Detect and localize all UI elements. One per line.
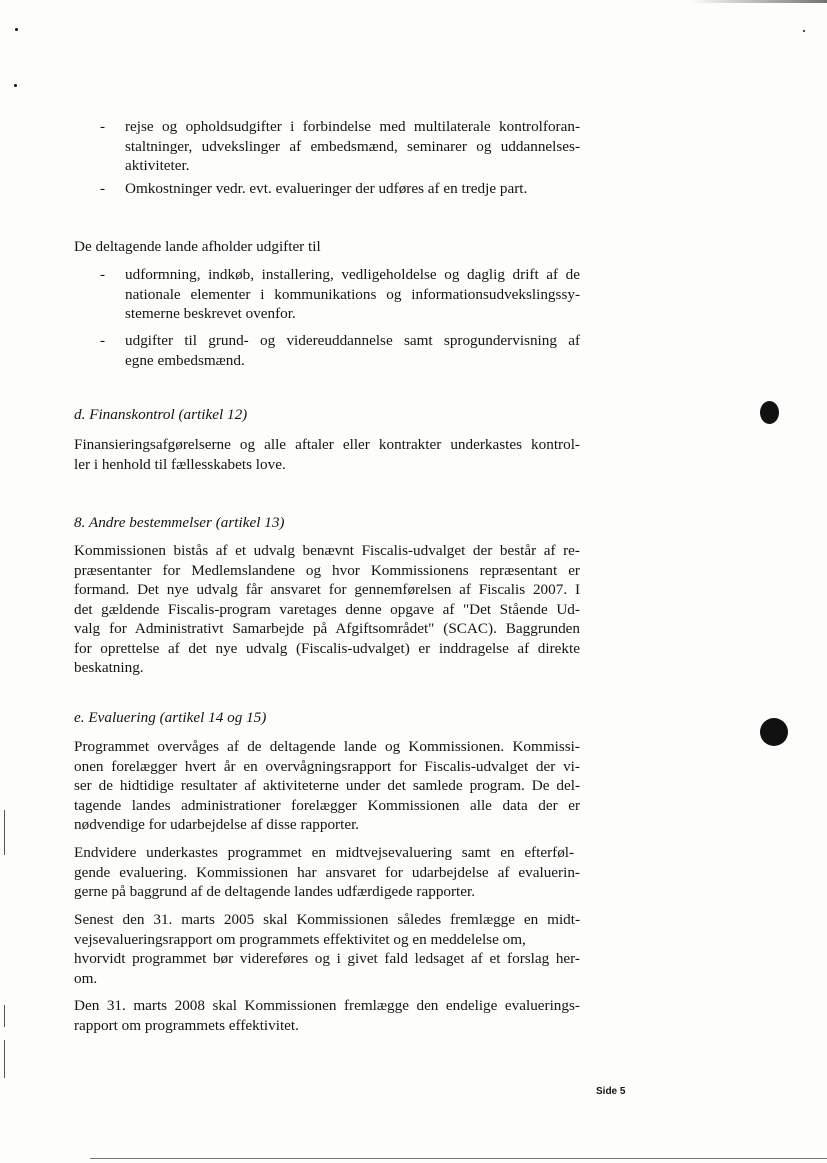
paragraph-line: Programmet overvåges af de deltagende lande og Kommissionen. Kommissi-: [74, 738, 580, 755]
intro-text: De deltagende lande afholder udgifter til: [74, 238, 321, 255]
scan-edge-left: [4, 1005, 5, 1027]
paragraph-line: Senest den 31. marts 2005 skal Kommissionen således fremlægge en midt-: [74, 911, 581, 928]
paragraph-line: det gældende Fiscalis-program varetages denne opgave af "Det Stående Ud-: [74, 600, 580, 618]
paragraph-line: valg for Administrativt Samarbejde på Afgiftsområdet" (SCAC). Baggrunden: [74, 620, 581, 637]
punch-hole-mark: [760, 401, 779, 424]
paragraph-line: nødvendige for udarbejdelse af disse rapporter.: [74, 816, 360, 833]
paragraph-line: formand. Det nye udvalg får ansvaret for gennemførelsen af Fiscalis 2007. I: [74, 581, 581, 598]
paragraph-line: for oprettelse af det nye udvalg (Fiscalis-udvalget) er inddragelse af direkte: [74, 639, 580, 657]
bullet-line: nationale elementer i kommunikations og informationsudvekslingssy-: [125, 285, 581, 303]
paragraph-line: om.: [74, 969, 98, 987]
section-heading: e. Evaluering (artikel 14 og 15): [74, 709, 267, 726]
bullet-line: egne embedsmænd.: [125, 351, 245, 369]
scan-edge-left: [4, 1040, 5, 1078]
paragraph-line: Kommissionen bistås af et udvalg benævnt Fiscalis-udvalget der består af re-: [74, 542, 580, 559]
paragraph-line: Den 31. marts 2008 skal Kommissionen fremlægge den endelige evaluerings-: [74, 997, 580, 1014]
paragraph-line: gende evaluering. Kommissionen har ansvaret for udarbejdelse af evaluerin-: [74, 863, 580, 881]
paragraph-line: Endvidere underkastes programmet en midtvejsevaluering samt en efterføl-: [74, 844, 575, 861]
paragraph-line: beskatning.: [74, 659, 144, 676]
paragraph-line: rapport om programmets effektivitet.: [74, 1016, 299, 1034]
paragraph-line: ler i henhold til fællesskabets love.: [74, 455, 286, 473]
scan-edge-top: [690, 0, 827, 3]
bullet-dash: -: [100, 180, 106, 197]
page-number: Side 5: [596, 1086, 626, 1097]
bullet-line: stemerne beskrevet ovenfor.: [125, 305, 296, 322]
bullet-line: aktiviteter.: [125, 157, 190, 174]
paragraph-line: vejsevalueringsrapport om programmets effektivitet og en meddelelse om,: [74, 930, 526, 948]
bullet-line: udformning, indkøb, installering, vedligeholdelse og daglig drift af de: [125, 266, 580, 283]
punch-hole-mark: [760, 718, 788, 746]
paragraph-line: onen forelægger hvert år en overvågningsrapport for Fiscalis-udvalget der vi-: [74, 757, 580, 775]
paragraph-line: præsentanter for Medlemslandene og hvor Kommissionens repræsentant er: [74, 561, 580, 579]
bullet-dash: -: [100, 332, 106, 349]
paragraph-line: ser de hidtidige resultater af aktiviteterne under det samlede program. De del-: [74, 777, 581, 794]
paragraph-line: hvorvidt programmet bør videreføres og i givet fald ledsaget af et forslag her-: [74, 950, 580, 967]
bullet-line: udgifter til grund- og videreuddannelse samt sprogundervisning af: [125, 332, 581, 349]
scan-edge-left: [4, 810, 5, 855]
paragraph-line: Finansieringsafgørelserne og alle aftaler eller kontrakter underkastes kontrol-: [74, 436, 580, 453]
paragraph-line: gerne på baggrund af de deltagende landes udfærdigede rapporter.: [74, 883, 476, 900]
bullet-line: Omkostninger vedr. evt. evalueringer der udføres af en tredje part.: [125, 180, 528, 197]
bullet-dash: -: [100, 118, 106, 135]
scan-edge-bottom: [90, 1158, 827, 1159]
paragraph-line: tagende landes administrationer forelægger Kommissionen alle data der er: [74, 796, 581, 814]
bullet-line: rejse og opholdsudgifter i forbindelse med multilaterale kontrolforan-: [125, 118, 581, 135]
scan-speck: [15, 28, 18, 31]
scan-speck: [803, 30, 805, 32]
bullet-line: staltninger, udvekslinger af embedsmænd, seminarer og uddannelses-: [125, 137, 581, 155]
section-heading: d. Finanskontrol (artikel 12): [74, 406, 248, 423]
section-heading: 8. Andre bestemmelser (artikel 13): [74, 514, 285, 531]
scan-speck: [14, 84, 17, 87]
bullet-dash: -: [100, 266, 106, 283]
